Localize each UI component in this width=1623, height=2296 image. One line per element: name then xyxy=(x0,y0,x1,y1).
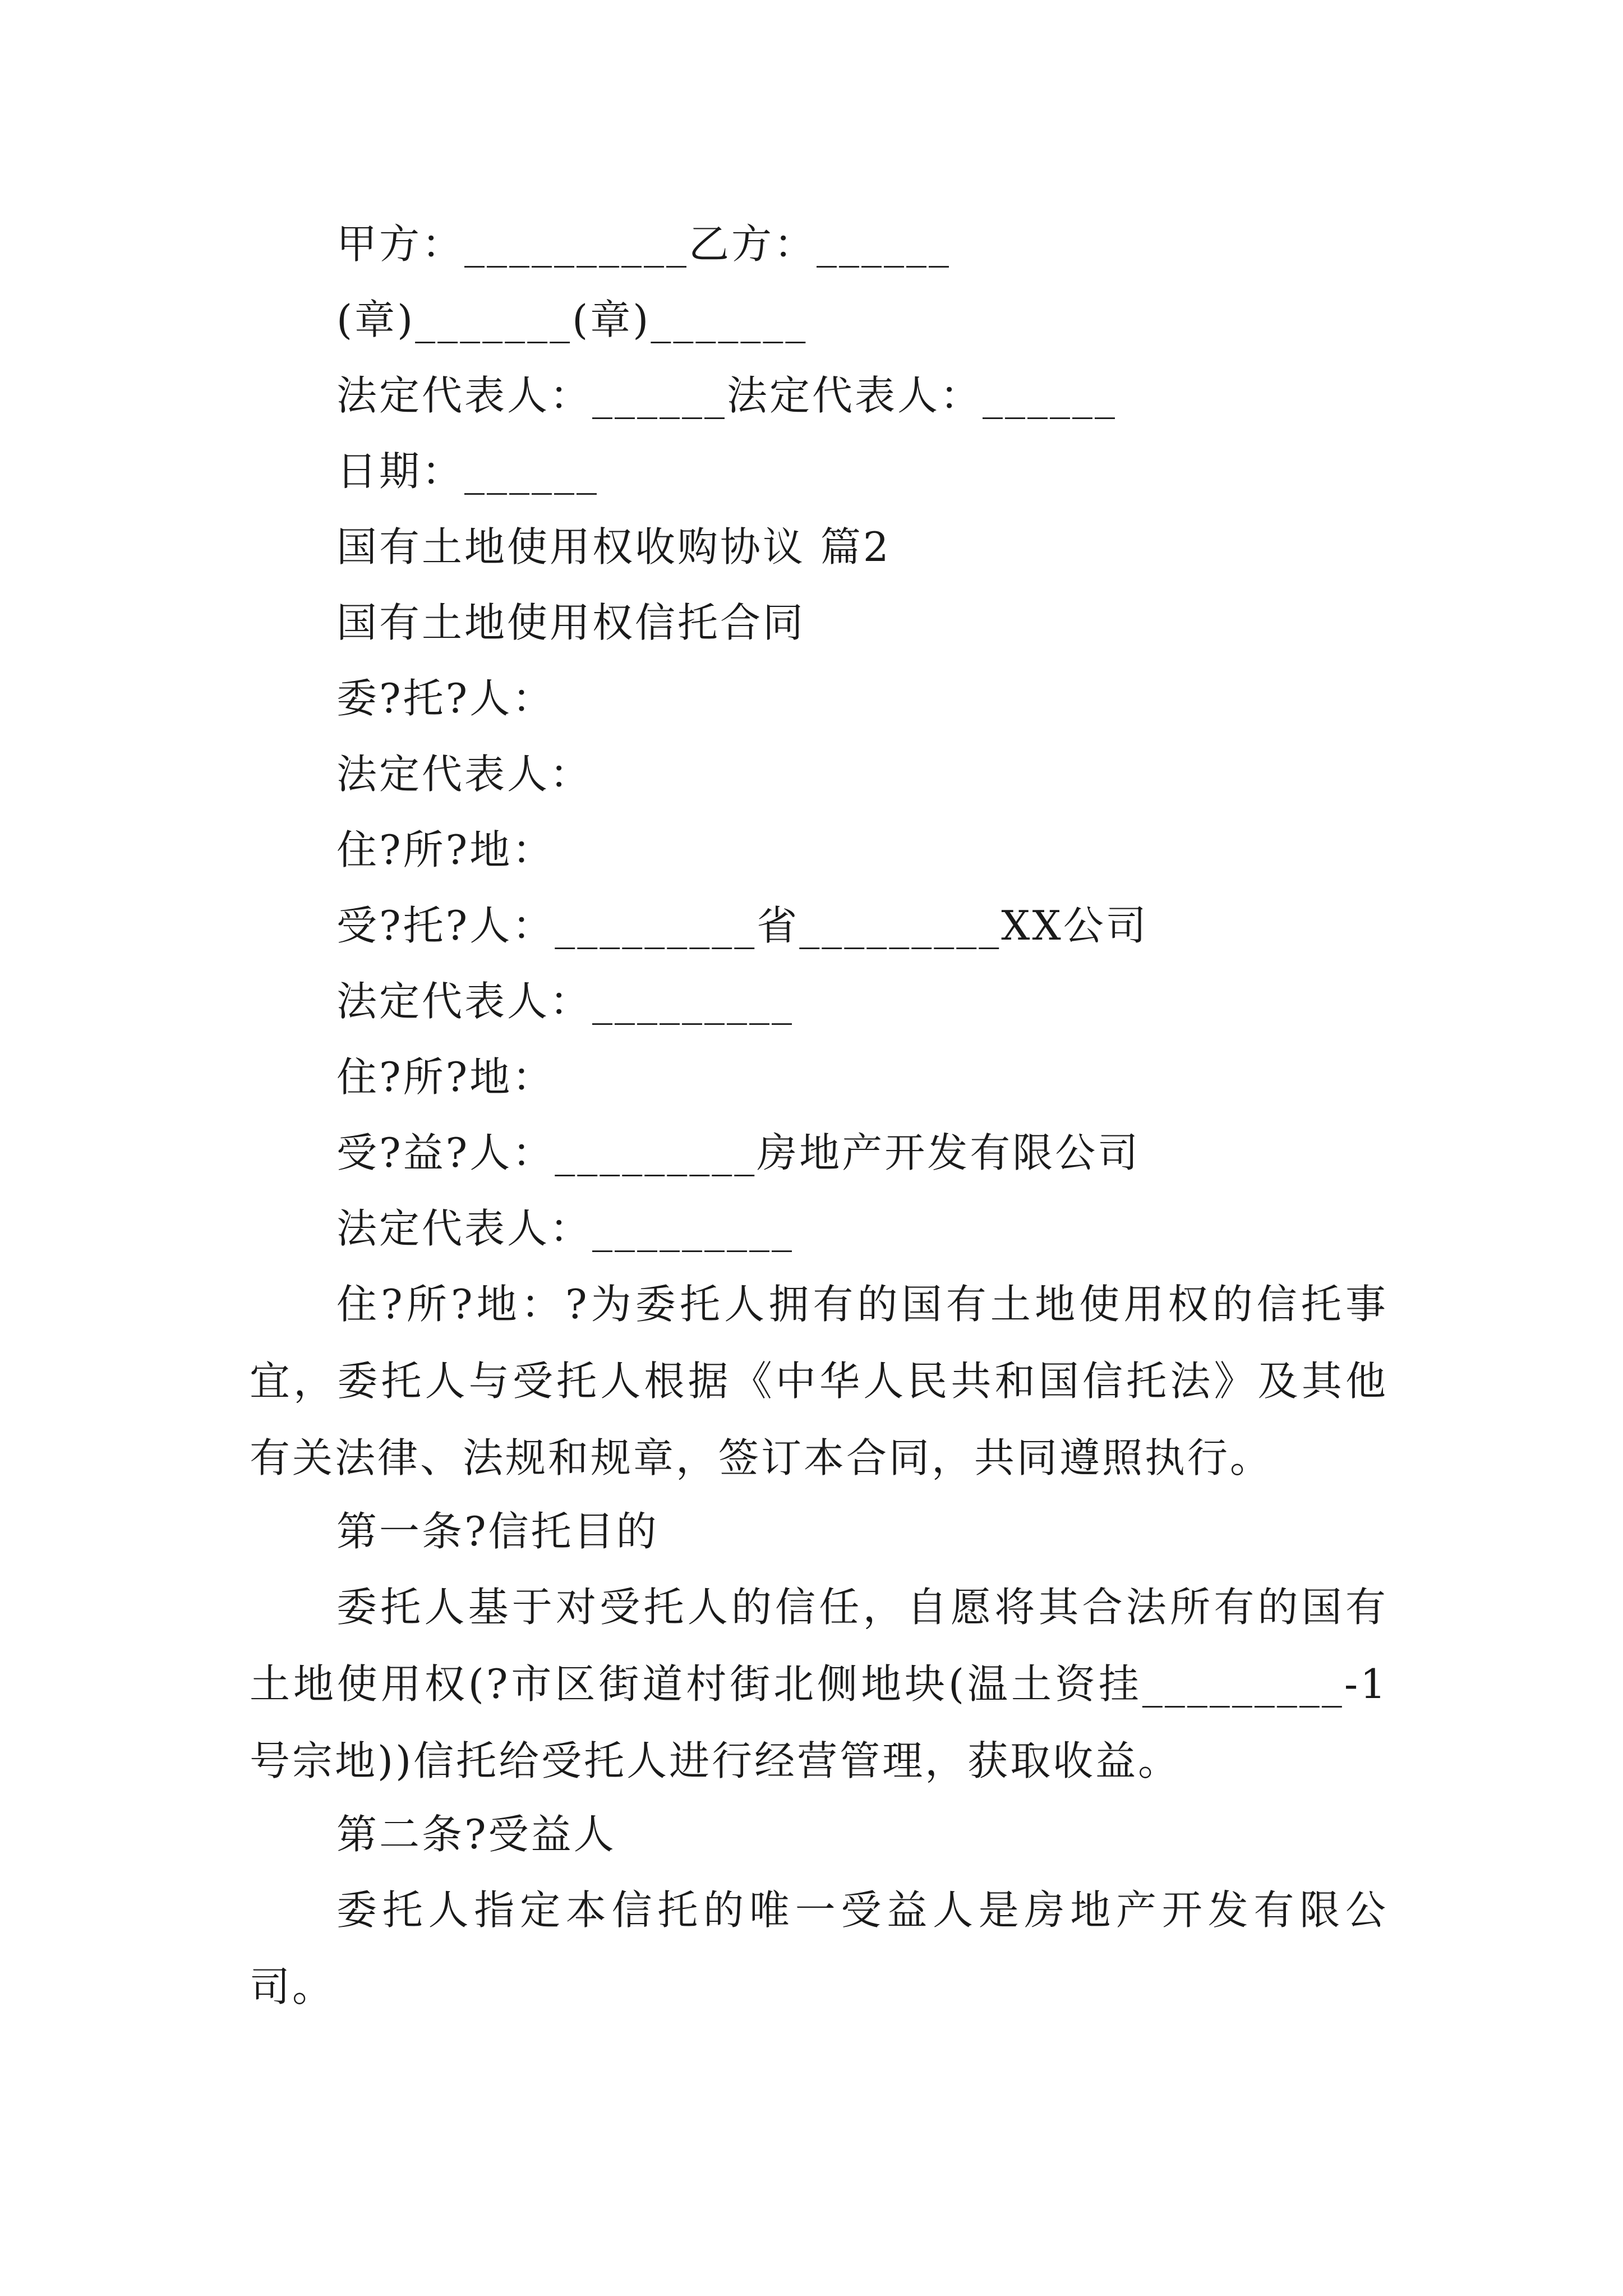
beneficiary-line: 受?益?人：_________房地产开发有限公司 xyxy=(336,1129,1141,1176)
trustee-line: 受?托?人：_________省_________XX公司 xyxy=(336,902,1149,949)
contract-title: 国有土地使用权信托合同 xyxy=(336,599,806,646)
trustor-representative: 法定代表人： xyxy=(336,751,593,798)
agreement-title: 国有土地使用权收购协议 篇2 xyxy=(336,523,891,570)
trustor-label: 委?托?人： xyxy=(336,675,555,722)
trustee-representative: 法定代表人：_________ xyxy=(336,978,795,1025)
party-signature-line: 甲方：__________乙方：______ xyxy=(336,220,952,268)
seal-line: (章)_______(章)_______ xyxy=(336,296,808,343)
article1-title: 第一条?信托目的 xyxy=(336,1508,659,1555)
article2-title: 第二条?受益人 xyxy=(336,1811,616,1858)
preamble-paragraph: 住?所?地：?为委托人拥有的国有土地使用权的信托事宜，委托人与受托人根据《中华人民共和国信托法》及其他有关法律、法规和规章，签订本合同，共同遵照执行。 xyxy=(250,1281,1388,1481)
article1-paragraph: 委托人基于对受托人的信任，自愿将其合法所有的国有土地使用权(?市区街道村街北侧地块(温土资挂_________-1号宗地))信托给受托人进行经营管理，获取收益。 xyxy=(250,1584,1388,1784)
trustor-address: 住?所?地： xyxy=(336,826,555,873)
date-line: 日期：______ xyxy=(336,448,600,495)
beneficiary-representative: 法定代表人：_________ xyxy=(336,1205,795,1252)
article2-paragraph: 委托人指定本信托的唯一受益人是房地产开发有限公司。 xyxy=(250,1887,1388,2010)
legal-representative-line: 法定代表人：______法定代表人：______ xyxy=(336,372,1118,419)
trustee-address: 住?所?地： xyxy=(336,1053,555,1101)
